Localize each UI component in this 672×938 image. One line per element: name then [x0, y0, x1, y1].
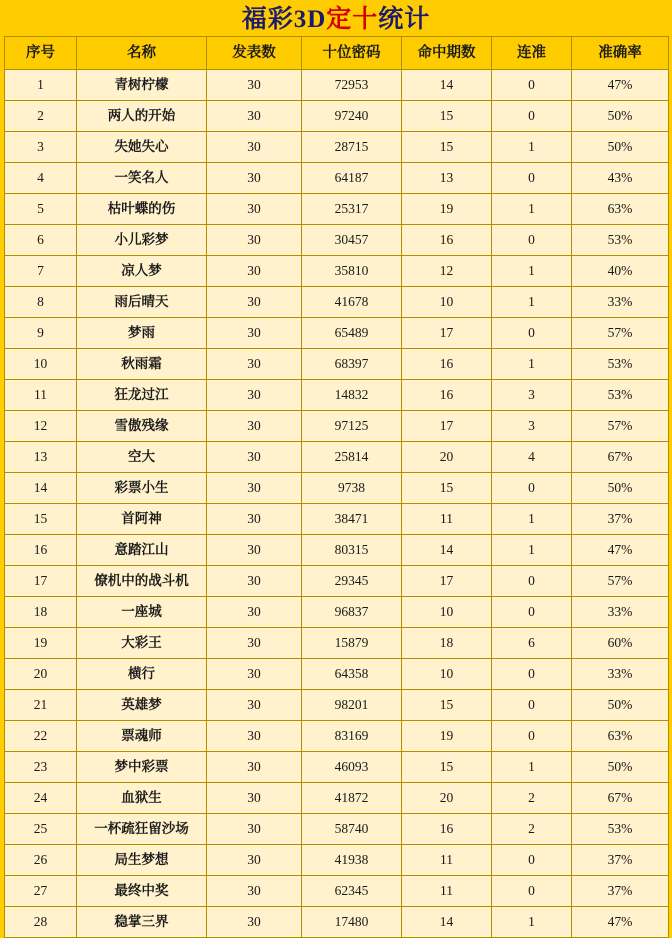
cell-post-count: 30 [207, 318, 302, 349]
cell-name: 两人的开始 [77, 101, 207, 132]
table-row [5, 101, 669, 132]
cell-index: 9 [5, 318, 77, 349]
cell-index: 1 [5, 70, 77, 101]
cell-hit-periods: 20 [402, 442, 492, 473]
cell-index: 25 [5, 814, 77, 845]
cell-post-count: 30 [207, 473, 302, 504]
cell-post-count: 30 [207, 628, 302, 659]
cell-tens-code: 64187 [302, 163, 402, 194]
cell-name: 稳掌三界 [77, 907, 207, 938]
table-row [5, 194, 669, 225]
cell-name: 狂龙过江 [77, 380, 207, 411]
cell-index: 15 [5, 504, 77, 535]
cell-accuracy: 47% [572, 535, 669, 566]
table-header [5, 37, 669, 70]
cell-index: 23 [5, 752, 77, 783]
cell-accuracy: 57% [572, 318, 669, 349]
cell-post-count: 30 [207, 814, 302, 845]
cell-tens-code: 46093 [302, 752, 402, 783]
cell-name: 大彩王 [77, 628, 207, 659]
cell-streak: 2 [492, 783, 572, 814]
cell-post-count: 30 [207, 504, 302, 535]
cell-hit-periods: 10 [402, 287, 492, 318]
cell-tens-code: 64358 [302, 659, 402, 690]
cell-hit-periods: 17 [402, 566, 492, 597]
cell-streak: 1 [492, 287, 572, 318]
cell-accuracy: 53% [572, 349, 669, 380]
cell-name: 一杯疏狂留沙场 [77, 814, 207, 845]
table-row [5, 380, 669, 411]
table-row [5, 907, 669, 938]
cell-index: 3 [5, 132, 77, 163]
cell-tens-code: 62345 [302, 876, 402, 907]
table-row [5, 256, 669, 287]
table-row [5, 783, 669, 814]
cell-name: 首阿神 [77, 504, 207, 535]
cell-index: 24 [5, 783, 77, 814]
cell-streak: 0 [492, 845, 572, 876]
cell-name: 彩票小生 [77, 473, 207, 504]
cell-name: 一座城 [77, 597, 207, 628]
cell-index: 2 [5, 101, 77, 132]
cell-tens-code: 41678 [302, 287, 402, 318]
cell-index: 8 [5, 287, 77, 318]
cell-post-count: 30 [207, 535, 302, 566]
cell-post-count: 30 [207, 70, 302, 101]
cell-hit-periods: 16 [402, 349, 492, 380]
title-part-2: 定十 [326, 6, 379, 33]
cell-accuracy: 63% [572, 721, 669, 752]
cell-streak: 1 [492, 256, 572, 287]
cell-post-count: 30 [207, 411, 302, 442]
cell-tens-code: 30457 [302, 225, 402, 256]
cell-name: 僚机中的战斗机 [77, 566, 207, 597]
cell-streak: 2 [492, 814, 572, 845]
cell-name: 凉人梦 [77, 256, 207, 287]
cell-streak: 3 [492, 380, 572, 411]
cell-post-count: 30 [207, 101, 302, 132]
cell-index: 4 [5, 163, 77, 194]
cell-streak: 4 [492, 442, 572, 473]
cell-tens-code: 38471 [302, 504, 402, 535]
cell-index: 28 [5, 907, 77, 938]
cell-hit-periods: 17 [402, 318, 492, 349]
cell-streak: 0 [492, 721, 572, 752]
cell-streak: 0 [492, 318, 572, 349]
cell-streak: 0 [492, 566, 572, 597]
cell-accuracy: 33% [572, 597, 669, 628]
cell-name: 枯叶蝶的伤 [77, 194, 207, 225]
cell-accuracy: 57% [572, 411, 669, 442]
cell-index: 22 [5, 721, 77, 752]
cell-tens-code: 25317 [302, 194, 402, 225]
cell-index: 16 [5, 535, 77, 566]
cell-name: 血狱生 [77, 783, 207, 814]
cell-name: 空大 [77, 442, 207, 473]
table-row [5, 845, 669, 876]
cell-name: 小儿彩梦 [77, 225, 207, 256]
cell-tens-code: 41872 [302, 783, 402, 814]
cell-tens-code: 58740 [302, 814, 402, 845]
cell-hit-periods: 15 [402, 101, 492, 132]
table-row [5, 225, 669, 256]
cell-hit-periods: 15 [402, 690, 492, 721]
cell-name: 雪傲残缘 [77, 411, 207, 442]
cell-index: 13 [5, 442, 77, 473]
cell-tens-code: 28715 [302, 132, 402, 163]
table-row [5, 566, 669, 597]
table-row [5, 597, 669, 628]
cell-streak: 0 [492, 70, 572, 101]
cell-tens-code: 97125 [302, 411, 402, 442]
cell-post-count: 30 [207, 442, 302, 473]
cell-streak: 1 [492, 194, 572, 225]
table-row [5, 721, 669, 752]
cell-post-count: 30 [207, 566, 302, 597]
column-header-hit-periods: 命中期数 [402, 37, 492, 70]
cell-accuracy: 37% [572, 876, 669, 907]
cell-tens-code: 96837 [302, 597, 402, 628]
cell-accuracy: 50% [572, 752, 669, 783]
column-header-accuracy: 准确率 [572, 37, 669, 70]
table-row [5, 349, 669, 380]
cell-accuracy: 37% [572, 504, 669, 535]
column-header-tens-code: 十位密码 [302, 37, 402, 70]
cell-accuracy: 53% [572, 225, 669, 256]
cell-index: 11 [5, 380, 77, 411]
column-header-name: 名称 [77, 37, 207, 70]
cell-accuracy: 33% [572, 659, 669, 690]
cell-post-count: 30 [207, 225, 302, 256]
table-header-row [5, 37, 669, 70]
cell-accuracy: 67% [572, 442, 669, 473]
cell-post-count: 30 [207, 380, 302, 411]
cell-accuracy: 33% [572, 287, 669, 318]
title-part-3: 统计 [378, 6, 431, 33]
cell-hit-periods: 14 [402, 70, 492, 101]
cell-hit-periods: 13 [402, 163, 492, 194]
cell-post-count: 30 [207, 659, 302, 690]
cell-index: 21 [5, 690, 77, 721]
cell-hit-periods: 16 [402, 380, 492, 411]
table-row [5, 659, 669, 690]
statistics-table [4, 36, 669, 938]
cell-streak: 1 [492, 504, 572, 535]
cell-hit-periods: 16 [402, 225, 492, 256]
table-row [5, 752, 669, 783]
cell-tens-code: 17480 [302, 907, 402, 938]
cell-name: 票魂师 [77, 721, 207, 752]
column-header-post-count: 发表数 [207, 37, 302, 70]
cell-hit-periods: 15 [402, 132, 492, 163]
table-row [5, 70, 669, 101]
cell-hit-periods: 15 [402, 473, 492, 504]
cell-hit-periods: 11 [402, 845, 492, 876]
cell-accuracy: 63% [572, 194, 669, 225]
cell-tens-code: 72953 [302, 70, 402, 101]
cell-index: 18 [5, 597, 77, 628]
table-row [5, 442, 669, 473]
page-title [4, 3, 668, 36]
cell-post-count: 30 [207, 597, 302, 628]
table-row [5, 287, 669, 318]
cell-name: 梦中彩票 [77, 752, 207, 783]
cell-name: 英雄梦 [77, 690, 207, 721]
cell-hit-periods: 10 [402, 659, 492, 690]
cell-name: 梦雨 [77, 318, 207, 349]
cell-post-count: 30 [207, 690, 302, 721]
table-row [5, 535, 669, 566]
column-header-streak: 连准 [492, 37, 572, 70]
cell-accuracy: 60% [572, 628, 669, 659]
cell-post-count: 30 [207, 845, 302, 876]
cell-streak: 0 [492, 473, 572, 504]
cell-index: 7 [5, 256, 77, 287]
cell-hit-periods: 17 [402, 411, 492, 442]
cell-accuracy: 47% [572, 70, 669, 101]
cell-name: 最终中奖 [77, 876, 207, 907]
cell-index: 10 [5, 349, 77, 380]
cell-hit-periods: 16 [402, 814, 492, 845]
cell-accuracy: 53% [572, 814, 669, 845]
cell-post-count: 30 [207, 194, 302, 225]
table-row [5, 411, 669, 442]
cell-tens-code: 35810 [302, 256, 402, 287]
cell-hit-periods: 12 [402, 256, 492, 287]
table-row [5, 876, 669, 907]
table-body [5, 70, 669, 938]
title-part-1: 福彩3D [241, 6, 327, 33]
cell-index: 27 [5, 876, 77, 907]
cell-streak: 0 [492, 690, 572, 721]
table-row [5, 163, 669, 194]
cell-post-count: 30 [207, 752, 302, 783]
cell-accuracy: 50% [572, 132, 669, 163]
cell-tens-code: 25814 [302, 442, 402, 473]
title-text [242, 7, 431, 32]
cell-tens-code: 41938 [302, 845, 402, 876]
cell-streak: 0 [492, 597, 572, 628]
cell-hit-periods: 20 [402, 783, 492, 814]
cell-name: 秋雨霜 [77, 349, 207, 380]
cell-post-count: 30 [207, 287, 302, 318]
cell-post-count: 30 [207, 876, 302, 907]
column-header-index: 序号 [5, 37, 77, 70]
table-row [5, 814, 669, 845]
cell-streak: 0 [492, 876, 572, 907]
cell-post-count: 30 [207, 783, 302, 814]
cell-index: 20 [5, 659, 77, 690]
cell-streak: 1 [492, 907, 572, 938]
cell-hit-periods: 18 [402, 628, 492, 659]
cell-tens-code: 65489 [302, 318, 402, 349]
cell-streak: 1 [492, 535, 572, 566]
cell-hit-periods: 19 [402, 721, 492, 752]
cell-accuracy: 40% [572, 256, 669, 287]
cell-tens-code: 80315 [302, 535, 402, 566]
cell-post-count: 30 [207, 907, 302, 938]
cell-index: 5 [5, 194, 77, 225]
cell-hit-periods: 10 [402, 597, 492, 628]
table-row [5, 318, 669, 349]
cell-accuracy: 50% [572, 690, 669, 721]
cell-index: 12 [5, 411, 77, 442]
table-row [5, 504, 669, 535]
cell-accuracy: 47% [572, 907, 669, 938]
cell-post-count: 30 [207, 349, 302, 380]
cell-streak: 1 [492, 132, 572, 163]
cell-post-count: 30 [207, 256, 302, 287]
cell-index: 14 [5, 473, 77, 504]
cell-streak: 3 [492, 411, 572, 442]
cell-hit-periods: 14 [402, 535, 492, 566]
cell-name: 雨后晴天 [77, 287, 207, 318]
cell-name: 青树柠檬 [77, 70, 207, 101]
table-row [5, 473, 669, 504]
cell-tens-code: 15879 [302, 628, 402, 659]
cell-accuracy: 67% [572, 783, 669, 814]
cell-streak: 1 [492, 349, 572, 380]
table-row [5, 132, 669, 163]
cell-tens-code: 9738 [302, 473, 402, 504]
cell-accuracy: 57% [572, 566, 669, 597]
cell-streak: 6 [492, 628, 572, 659]
cell-tens-code: 29345 [302, 566, 402, 597]
cell-tens-code: 83169 [302, 721, 402, 752]
cell-post-count: 30 [207, 721, 302, 752]
cell-index: 17 [5, 566, 77, 597]
cell-hit-periods: 11 [402, 504, 492, 535]
cell-post-count: 30 [207, 163, 302, 194]
cell-tens-code: 68397 [302, 349, 402, 380]
cell-accuracy: 50% [572, 101, 669, 132]
cell-streak: 1 [492, 752, 572, 783]
cell-index: 26 [5, 845, 77, 876]
cell-name: 横行 [77, 659, 207, 690]
table-row [5, 690, 669, 721]
cell-streak: 0 [492, 659, 572, 690]
cell-tens-code: 98201 [302, 690, 402, 721]
cell-name: 失她失心 [77, 132, 207, 163]
cell-index: 19 [5, 628, 77, 659]
cell-tens-code: 97240 [302, 101, 402, 132]
cell-hit-periods: 14 [402, 907, 492, 938]
cell-streak: 0 [492, 163, 572, 194]
cell-hit-periods: 11 [402, 876, 492, 907]
cell-hit-periods: 19 [402, 194, 492, 225]
cell-post-count: 30 [207, 132, 302, 163]
cell-accuracy: 50% [572, 473, 669, 504]
cell-index: 6 [5, 225, 77, 256]
cell-accuracy: 37% [572, 845, 669, 876]
cell-accuracy: 43% [572, 163, 669, 194]
cell-name: 意踏江山 [77, 535, 207, 566]
cell-streak: 0 [492, 225, 572, 256]
cell-streak: 0 [492, 101, 572, 132]
cell-tens-code: 14832 [302, 380, 402, 411]
cell-accuracy: 53% [572, 380, 669, 411]
cell-name: 一笑名人 [77, 163, 207, 194]
table-row [5, 628, 669, 659]
cell-hit-periods: 15 [402, 752, 492, 783]
cell-name: 局生梦想 [77, 845, 207, 876]
